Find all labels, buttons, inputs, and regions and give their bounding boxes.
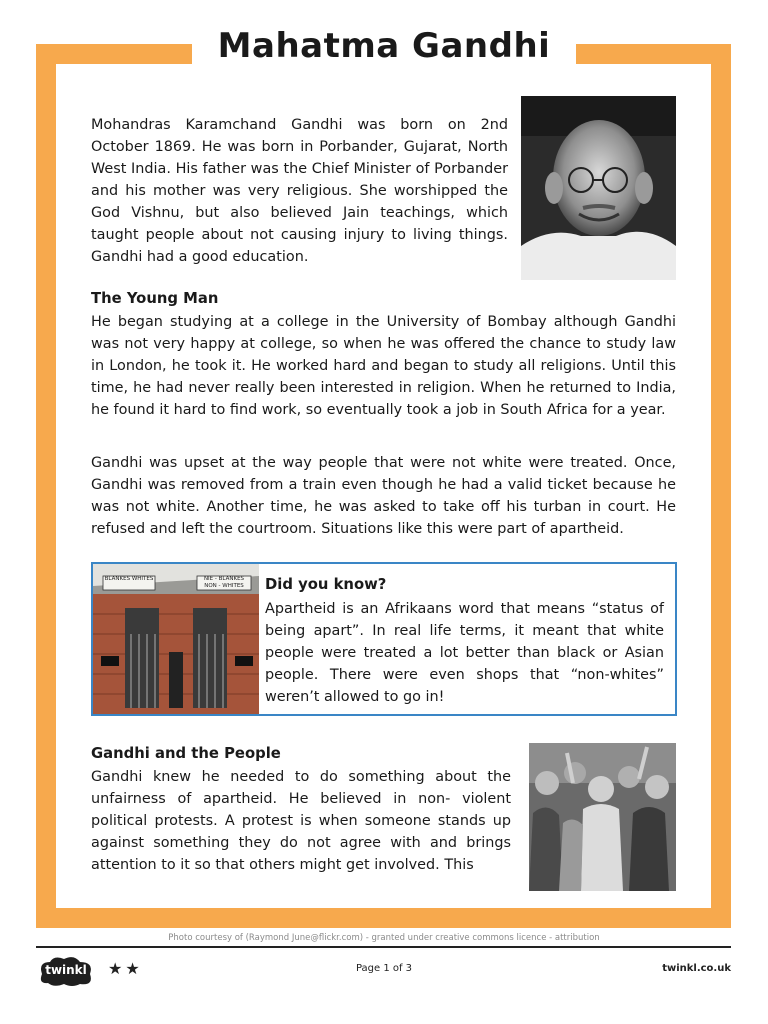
apartheid-sign-photo <box>93 564 259 714</box>
gandhi-crowd-photo <box>529 743 676 891</box>
people-heading: Gandhi and the People <box>91 745 281 762</box>
page-number: Page 1 of 3 <box>355 963 413 974</box>
photo-credit: Photo courtesy of (Raymond June@flickr.com) - granted under creative commons licence - attribution <box>168 933 600 943</box>
young-man-heading: The Young Man <box>91 290 219 307</box>
did-you-know-box <box>91 562 677 716</box>
did-you-know-heading: Did you know? <box>265 576 387 593</box>
page-title: Mahatma Gandhi <box>217 26 551 66</box>
footer-divider <box>36 946 731 948</box>
sign-right-text: NIE - BLANKES NON - WHITES <box>203 576 245 589</box>
young-man-paragraph-1: He began studying at a college in the University of Bombay although Gandhi was not very happy at college, so when he was offered the chance to study law in London, he took it. He worked hard and began to study all religions. Until this time, he had never really been interested in religion. When he returned to India, he found it hard to find work, so eventually took a job in South Africa for a year. <box>91 314 676 418</box>
logo-text: twinkl <box>45 963 87 977</box>
intro-paragraph: Mohandras Karamchand Gandhi was born on 2nd October 1869. He was born in Porbander, Gujarat, North West India. His father was the Chief Minister of Porbander and his mother was very religious. She worshipped the God Vishnu, but also believed Jain teachings, which taught people about not causing injury to living things. Gandhi had a good education. <box>91 117 508 265</box>
site-link[interactable]: twinkl.co.uk <box>662 963 731 974</box>
young-man-paragraph-2: Gandhi was upset at the way people that were not white were treated. Once, Gandhi was removed from a train even though he had a valid ticket because he was not white. Another time, he was asked to take off his turban in court. He refused and left the courtroom. Situations like this were part of apartheid. <box>91 455 676 537</box>
gandhi-portrait <box>521 96 676 280</box>
did-you-know-text: Apartheid is an Afrikaans word that means “status of being apart”. In real life terms, it meant that white people were treated a lot better than black or Asian people. There were even shops that “non-whites” weren’t allowed to go in! <box>265 601 664 705</box>
people-paragraph: Gandhi knew he needed to do something about the unfairness of apartheid. He believed in non- violent political protests. A protest is when someone stands up against something they do not agree with and brings attention to it so that others might get involved. This <box>91 769 511 873</box>
rating-stars-icon: ★★ <box>108 959 143 978</box>
sign-left-text: BLANKES WHITES <box>104 576 154 582</box>
